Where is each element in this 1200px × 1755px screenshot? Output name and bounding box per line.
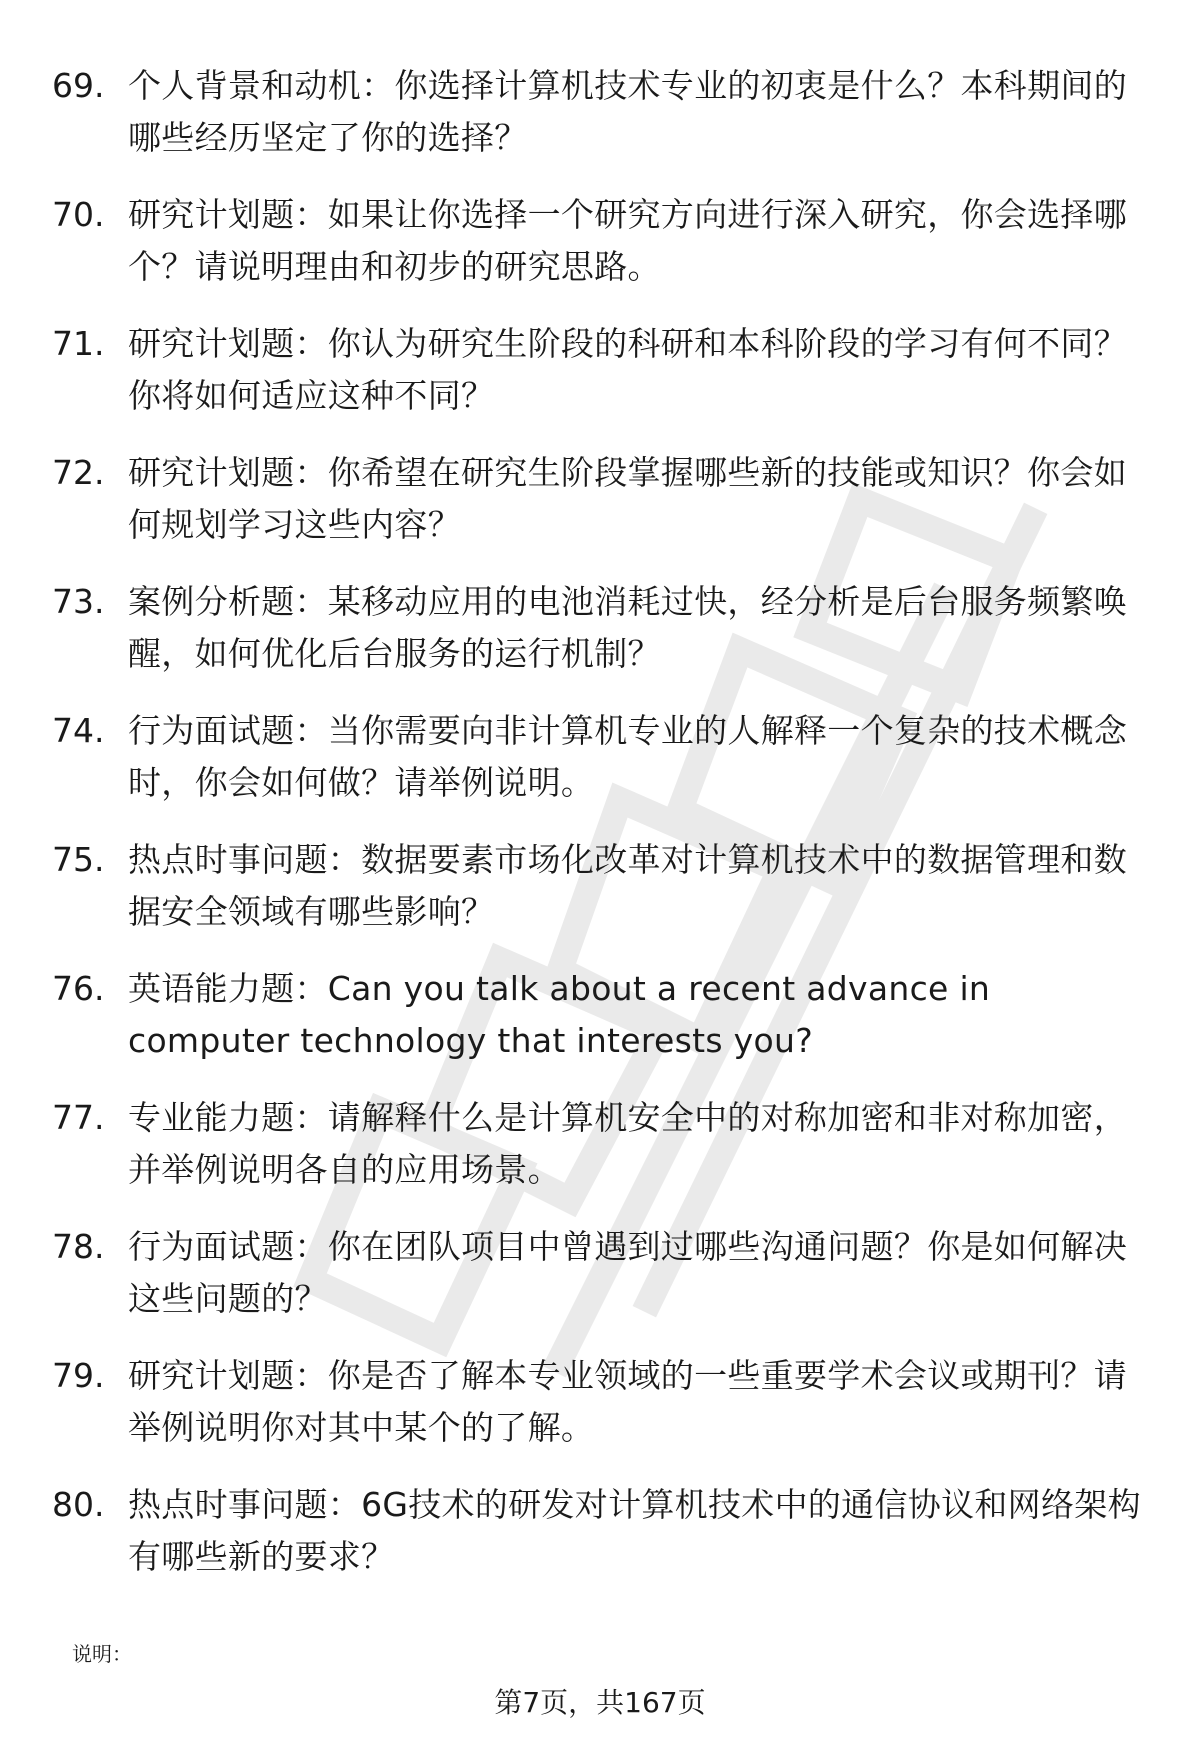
question-text: 英语能力题：Can you talk about a recent advance in computer technology that interests you? — [128, 969, 991, 1060]
question-number: 69. — [52, 66, 105, 105]
question-item — [0, 1221, 1200, 1350]
question-item — [0, 318, 1200, 447]
question-text: 行为面试题：你在团队项目中曾遇到过哪些沟通问题？你是如何解决这些问题的？ — [128, 1227, 1127, 1318]
question-text: 研究计划题：你希望在研究生阶段掌握哪些新的技能或知识？你会如何规划学习这些内容？ — [128, 453, 1127, 544]
question-text: 热点时事问题：数据要素市场化改革对计算机技术中的数据管理和数据安全领域有哪些影响？ — [128, 840, 1127, 931]
question-number: 72. — [52, 453, 105, 492]
question-number: 76. — [52, 969, 105, 1008]
question-number: 77. — [52, 1098, 105, 1137]
question-item — [0, 189, 1200, 318]
question-text: 案例分析题：某移动应用的电池消耗过快，经分析是后台服务频繁唤醒，如何优化后台服务的运行机制？ — [128, 582, 1127, 673]
question-text: 行为面试题：当你需要向非计算机专业的人解释一个复杂的技术概念时，你会如何做？请举例说明。 — [128, 711, 1127, 802]
question-text: 专业能力题：请解释什么是计算机安全中的对称加密和非对称加密，并举例说明各自的应用场景。 — [128, 1098, 1127, 1189]
question-item — [0, 576, 1200, 705]
question-number: 75. — [52, 840, 105, 879]
question-item — [0, 447, 1200, 576]
question-number: 80. — [52, 1485, 105, 1524]
question-item — [0, 60, 1200, 189]
question-item — [0, 1350, 1200, 1479]
question-item — [0, 963, 1200, 1092]
question-number: 79. — [52, 1356, 105, 1395]
question-number: 78. — [52, 1227, 105, 1266]
question-number: 73. — [52, 582, 105, 621]
question-number: 70. — [52, 195, 105, 234]
question-item — [0, 1479, 1200, 1608]
question-text: 个人背景和动机：你选择计算机技术专业的初衷是什么？本科期间的哪些经历坚定了你的选择？ — [128, 66, 1127, 157]
question-number: 74. — [52, 711, 105, 750]
question-text: 研究计划题：你是否了解本专业领域的一些重要学术会议或期刊？请举例说明你对其中某个的了解。 — [128, 1356, 1127, 1447]
question-text: 研究计划题：如果让你选择一个研究方向进行深入研究，你会选择哪个？请说明理由和初步的研究思路。 — [128, 195, 1127, 286]
page-footer: 第7页，共167页 — [494, 1686, 706, 1719]
question-item — [0, 705, 1200, 834]
note-label: 说明： — [72, 1642, 132, 1666]
question-item — [0, 834, 1200, 963]
question-number: 71. — [52, 324, 105, 363]
question-text: 热点时事问题：6G技术的研发对计算机技术中的通信协议和网络架构有哪些新的要求？ — [128, 1485, 1141, 1576]
question-text: 研究计划题：你认为研究生阶段的科研和本科阶段的学习有何不同？你将如何适应这种不同？ — [128, 324, 1127, 415]
question-item — [0, 1092, 1200, 1221]
question-list — [0, 60, 1200, 1608]
